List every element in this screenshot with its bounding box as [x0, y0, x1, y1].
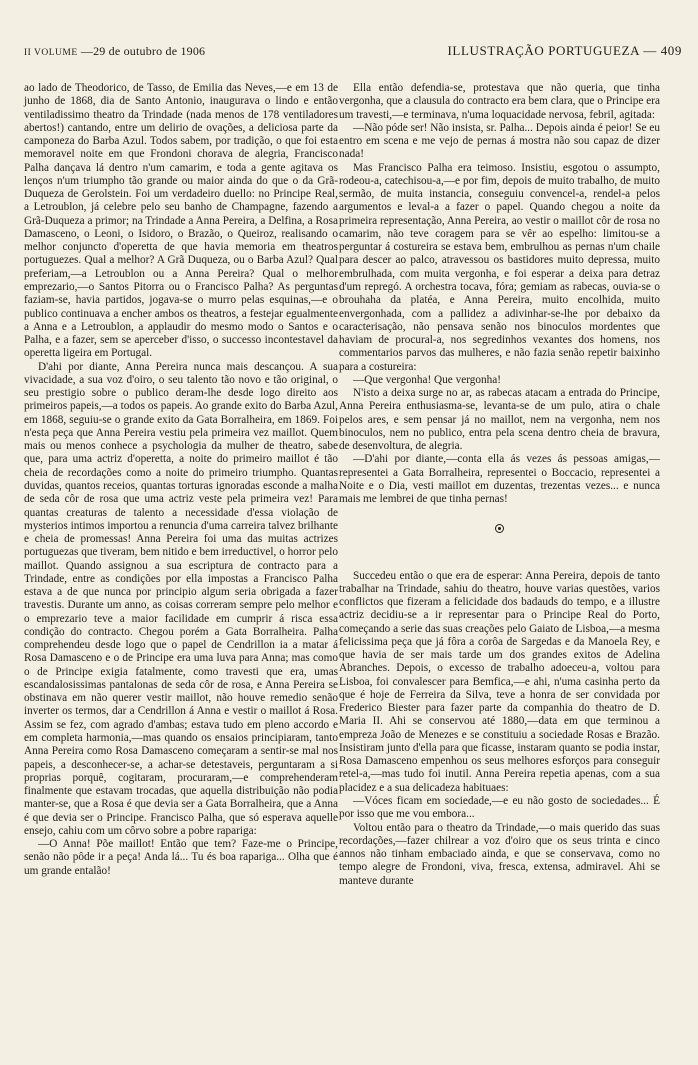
- paragraph: D'ahi por diante, Anna Pereira nunca mais descançou. A sua vivacidade, a sua voz d'oiro, o seu talento tão novo e tão original, o seu prestigio sobre o publico deram-lhe desde logo direito aos primeiros papeis,—a todos os papeis. Ao grande exito do Barba Azul, em 1868, seguiu-se o grande exito da Gata Borralheira, em 1869. Foi n'esta peça que Anna Pereira vestiu pela primeira vez maillot. Quem mais ou menos conhece a psychologia da mulher de theatro, sabe que, para uma actriz d'operetta, a noite do primeiro maillot é tão cheia de recordações como a noite do primeiro triumpho. Quantas duvidas, quantos receios, quantas torturas ignoradas esconde a malha de seda côr de rosa que uma actriz veste pela primeira vez! Para quantas creaturas de talento a necessidade d'essa violação de mysterios intimos importou a renuncia d'uma carreira talvez brilhante e cheia de promessas! Anna Pereira foi uma das muitas actrizes portuguezas que tiveram, bem nitido e bem irreductivel, o horror pelo maillot. Quando assignou a sua escriptura de contracto para a Trindade, entre as condições por ella impostas a Francisco Palha estava a de que nunca por principio algum seria obrigada a fazer travestis. Durante um anno, as coisas correram sempre pelo melhor e o emprezario teve a maior facilidade em cumprir á risca essa condição do contracto. Chegou porém a Gata Borralheira. Palha comprehendeu desde logo que o papel de Cendrillon ia a matar á Rosa Damasceno e o de Principe era uma luva para Anna; mas como o de Principe exigia fatalmente, como travesti que era, umas escandalosissimas pantalonas de seda côr de rosa, e Anna Pereira se obstinava em não querer vestir maillot, não houve remedio senão inverter os termos, dar a Cendrillon á Anna e vestir o maillot á Rosa. Assim se fez, com agrado d'ambas; estava tudo em pleno accordo e em completa harmonia,—mas quando os ensaios principiaram, tanto Anna Pereira como Rosa Damasceno começaram a sentir-se mal nos papeis, a desconhecer-se, a achar-se detestaveis, perguntaram a si proprias porquê, cogitaram, procuraram,—e comprehenderam finalmente que estavam trocadas, que aquella distribuição não podia manter-se, que a Rosa é que devia ser a Gata Borralheira, que a Anna é que devia ser o Principe. Francisco Palha, que só esperava aquelle ensejo, cahiu com um côrvo sobre a pobre rapariga:: [24, 360, 338, 837]
- volume-label: II VOLUME: [24, 48, 78, 58]
- publication-title: ILLUSTRAÇÃO PORTUGUEZA: [447, 43, 640, 58]
- circle-ornament-icon: [495, 524, 504, 533]
- paragraph: N'isto a deixa surge no ar, as rabecas atacam a entrada do Principe, Anna Pereira enthusiasma-se, levanta-se de um pulo, atira o chale pelos ares, e sem pensar já no maillot, nem na vergonha, nem nos binoculos, nem no publico, entra pela scena dentro cheia de bravura, de desenvoltura, de alegria.: [339, 387, 660, 453]
- paragraph: —D'ahi por diante,—conta ella ás vezes ás pessoas amigas,—representei a Gata Borralheira, representei o Boccacio, representei a Noite e o Dia, vesti maillot em duzentas, trezentas vezes... e nunca mais me lembrei de que tinha pernas!: [339, 453, 660, 506]
- paragraph: Ella então defendia-se, protestava que não queria, que tinha vergonha, que a clausula do contracto era bem clara, que o Principe era um travesti,—e terminava, n'uma loquacidade nervosa, febril, agitada:: [339, 82, 660, 121]
- header-left: [24, 44, 205, 59]
- paragraph: ao lado de Theodorico, de Tasso, de Emilia das Neves,—e em 13 de junho de 1868, dia de Santo Antonio, inaugurava o lindo e então ventiladissimo theatro da Trindade (nada menos de 178 ventiladores abertos!) cantando, entre um delirio de ovações, a deliciosa parte da camponeza do Barba Azul. Todos sabem, por tradição, o que foi esta memoravel noite em que Frondoni chorava de alegria, Francisco Palha dançava lá dentro n'um camarim, e toda a gente agitava os lenços n'um triumpho tão grande ou maior ainda do que o da Grã-Duqueza de Gerolstein. Foi um verdadeiro duello: no Principe Real, a Letroublon, já celebre pelo seu banho de Champagne, fazendo a Grã-Duqueza a primor; na Trindade a Anna Pereira, a Delfina, a Rosa Damasceno, o Leoni, o Isidoro, o Brazão, o Queiroz, realisando o melhor conjuncto d'operetta de que havia memoria em theatros portuguezes. Qual a melhor? A Grã Duqueza, ou o Barba Azul? Qual preferiam,—a Letroublon ou a Anna Pereira? Qual o melhor emprezario,—o Santos Pitorra ou o Francisco Palha? As perguntas faziam-se, havia partidos, jogava-se o murro pelas esquinas,—e o publico continuava a encher ambos os theatros, a festejar egualmente a Anna e a Letroublon, a applaudir do mesmo modo o Santos e o Palha, e a fazer, sem se aperceber d'isso, o successo incontestavel da operetta ligeira em Portugal.: [24, 82, 338, 360]
- left-column: [24, 82, 338, 878]
- paragraph: —Vóces ficam em sociedade,—e eu não gosto de sociedades... É por isso que me vou embora...: [339, 795, 660, 821]
- paragraph: Voltou então para o theatro da Trindade,—o mais querido das suas recordações,—fazer chilrear a voz d'oiro que os seus trinta e cinco annos não tinham embaciado ainda, e que se conservava, como no tempo alegre de Frondoni, viva, fresca, extensa, admiravel. Ahi se manteve durante: [339, 821, 660, 887]
- paragraph: —Não póde ser! Não insista, sr. Palha... Depois ainda é peior! Se eu entro em scena e me vejo de pernas á mostra não sou capaz de dizer nada!: [339, 121, 660, 161]
- page-number: — 409: [643, 43, 682, 58]
- page-header: [24, 44, 682, 66]
- paragraph: —Que vergonha! Que vergonha!: [353, 373, 501, 386]
- header-right: [447, 43, 682, 59]
- right-column: [339, 82, 660, 888]
- section-divider-ornament: [339, 524, 660, 536]
- paragraph: Mas Francisco Palha era teimoso. Insistiu, esgotou o assumpto, rodeou-a, catechisou-a,—e por fim, depois de muito trabalho, de muito sermão, de muita instancia, conseguiu convencel-a, rendel-a pelos argumentos e leval-a a fazer o papel. Quando chegou a noite da primeira representação, Anna Pereira, ao vestir o maillot côr de rosa no camarim, não teve coragem para se vêr ao espelho: limitou-se a perguntar á costureira se estava bem, embrulhou as pernas n'um chaile para descer ao palco, atravessou os bastidores muito depressa, muito embrulhada, com muita vergonha, e foi esperar a deixa para detraz d'um repregó. A orchestra tocava, fóra; gemiam as rabecas, ouvia-se o brouhaha da platéa, e Anna Pereira, muito encolhida, muito envergonhada, com a pallidez a adivinhar-se-lhe por debaixo da caracterisação, não pensava senão nos binoculos mordentes que haviam de procural-a, nos segredinhos vexantes dos homens, nos commentarios parvos das mulheres, e não fazia senão repetir baixinho para a costureira:: [339, 161, 660, 373]
- paragraph: —O Anna! Põe maillot! Então que tem? Faze-me o Principe, senão não pôde ir a peça! Anda lá... Tu és boa rapariga... Olha que é um grande entalão!: [24, 838, 338, 877]
- issue-date: —29 de outubro de 1906: [80, 44, 206, 58]
- paragraph: Succedeu então o que era de esperar: Anna Pereira, depois de tanto trabalhar na Trindade, sahiu do theatro, houve varias questões, varios conflictos que fizeram a felicidade dos badauds do tempo, e a illustre actriz decidiu-se a ir representar para o Principe Real do Porto, começando a serie das suas creações pelo Gaiato de Lisboa,—a mesma felicissima peça que já fôra a corôa de Sargedas e da Manoela Rey, e que havia de ser mais tarde um dos grandes exitos de Adelina Abranches. Depois, o excesso de trabalho adoeceu-a, voltou para Lisboa, foi convalescer para Bemfica,—e ahi, n'uma casinha perto da que é hoje de Ferreira da Silva, teve a honra de ser convidada por Frederico Biester para fazer parte da companhia do theatro de D. Maria II. Ahi se conservou até 1880,—data em que terminou a empreza João de Menezes e se constituiu a sociedade Rosas e Brazão. Insistiram junto d'ella para que ficasse, instaram quanto se podia instar, Rosa Damasceno empenhou os seus melhores esforços para conseguir retel-a,—mas tudo foi inutil. Anna Pereira repetia apenas, com a sua placidez e a sua delicadeza habituaes:: [339, 569, 660, 794]
